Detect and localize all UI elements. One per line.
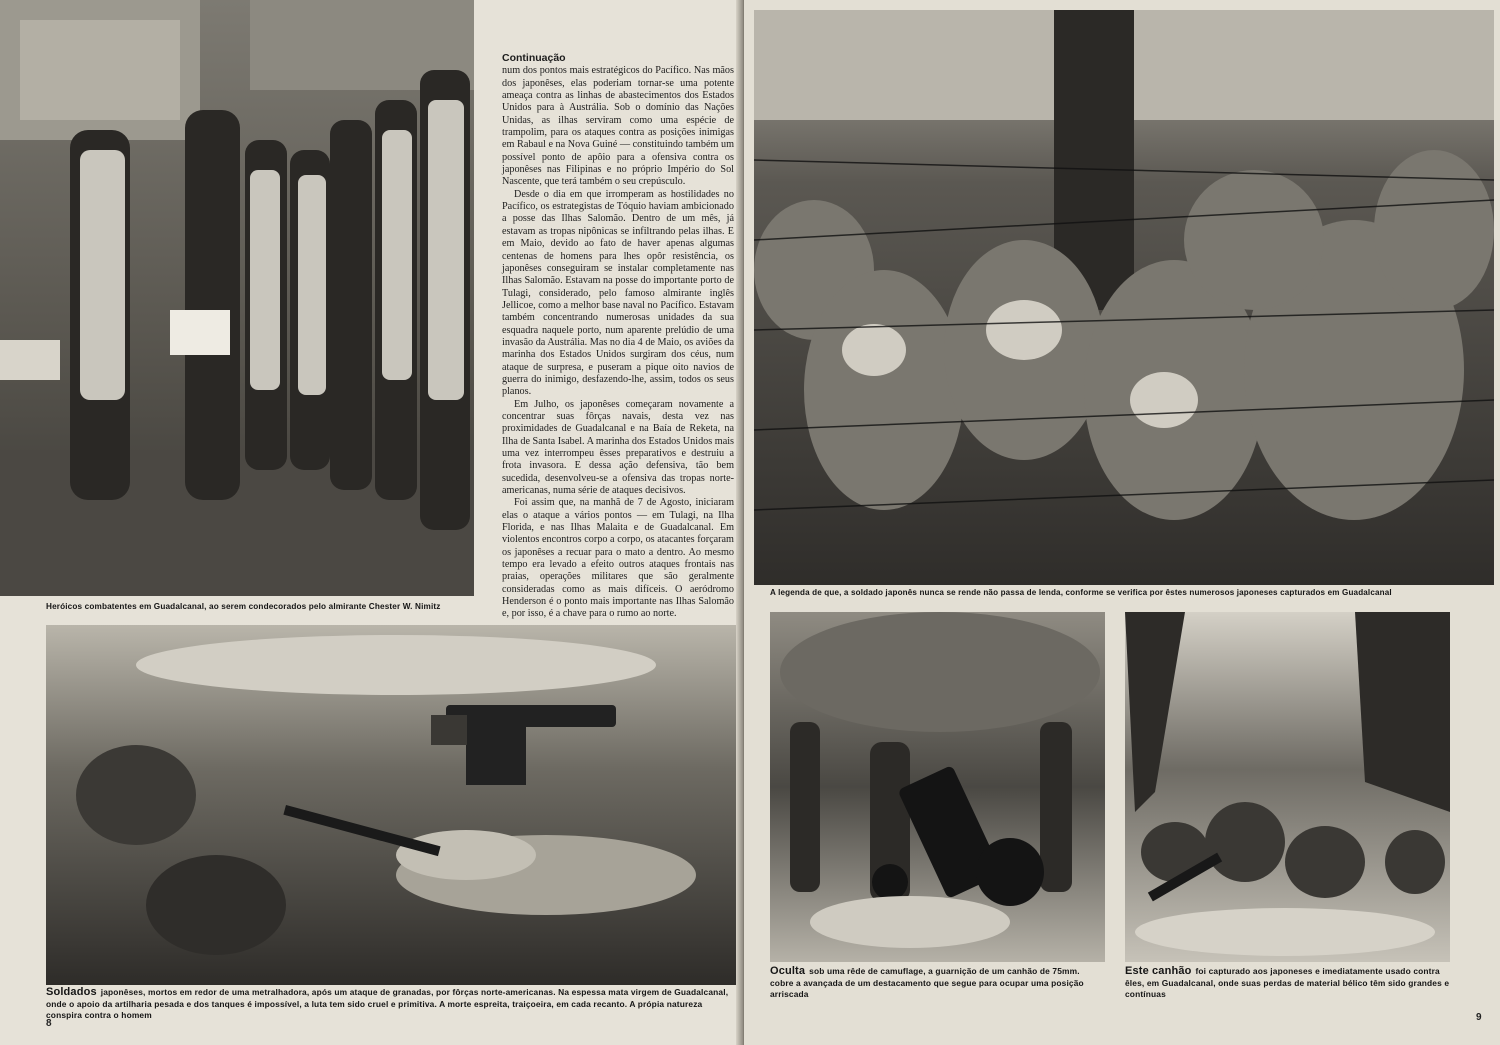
page-number-right: 9 [1476, 1012, 1482, 1023]
article-paragraph: Em Julho, os japonêses começaram novamente a concentrar suas fôrças navais, desta vez nas proximidades de Guadalcanal e na Baía de Reketa, na Ilha de Santa Isabel. A marinha dos Estados Unidos mais uma vez interrompeu êsses preparativos e destruiu a frota invasora. E dessa ação defensiva, tão bem sucedida, desenvolveu-se a ofensiva das tropas norte-americanas, numa série de ataques decisivos. [502, 398, 735, 497]
right-page [744, 0, 1500, 1045]
photo-decoration-ceremony [0, 0, 474, 596]
caption-body: japonêses, mortos em redor de uma metralhadora, após um ataque de granadas, por fôrças norte-americanas. Na espessa mata virgem de Guadalcanal, onde o apoio da artilharia pesada e dos tanques é impossível, a luta tem sido cruel e primitiva. A morte espreita, traiçoeira, em cada recanto. A própia natureza conspira contra o homem [46, 987, 729, 1020]
article-paragraph: Foi assim que, na manhã de 7 de Agosto, iniciaram elas o ataque a vários pontos — em Tulagi, na Ilha Florida, e nas Ilhas Malaita e de Guadalcanal. Em violentos encontros corpo a corpo, os atacantes forçaram os japonêses a recuar para o mato a dentro. Ao mesmo tempo era levado a efeito outros ataques frontais nas praias, operações militares que são geralmente consideradas como as mais difíceis. O aeródromo Henderson é o ponto mais importante nas Ilhas Salomão e, por isso, é a chave para o rumo ao norte. [502, 497, 734, 620]
caption-fallen-soldiers [46, 987, 736, 1022]
caption-lead: Soldados [46, 986, 97, 998]
photo-fallen-soldiers [46, 625, 739, 985]
page-number-left: 8 [46, 1018, 52, 1029]
article-paragraph: num dos pontos mais estratégicos do Pacífico. Nas mãos dos japonêses, elas poderiam tornar-se uma potente ameaça contra as linhas de abastecimentos dos Estados Unidos para à Austrália. Sob o domínio das Nações Unidas, as ilhas serviram como uma espécie de trampolim, para os ataques contra as posições inimigas em Rabaul e na Nova Guiné — constituindo também um possível ponto de apôio para a ofensiva contra os japonêses nas Filipinas e no próprio Império do Sol Nascente, que terá também o seu crepúsculo. [502, 65, 734, 188]
caption-camouflaged-gun [770, 966, 1105, 1001]
photo-captured-cannon [1125, 612, 1450, 962]
caption-lead: Este canhão [1125, 965, 1192, 977]
article-text [502, 52, 734, 621]
photo-camouflaged-gun [770, 612, 1105, 962]
left-page [0, 0, 744, 1045]
article-heading: Continuação [502, 52, 566, 64]
caption-body: foi capturado aos japoneses e imediatamente usado contra êles, em Guadalcanal, onde suas perdas de material bélico têm sido grandes e contínuas [1125, 966, 1450, 999]
caption-captured-cannon [1125, 966, 1450, 1001]
caption-body: sob uma rêde de camuflage, a guarnição de um canhão de 75mm. cobre a avançada de um destacamento que segue para ocupar uma posição arriscada [770, 966, 1084, 999]
caption-decoration: Heróicos combatentes em Guadalcanal, ao serem condecorados pelo almirante Chester W. Nimitz [46, 602, 441, 611]
caption-prisoners: A legenda de que, a soldado japonês nunca se rende não passa de lenda, conforme se verifica por êstes numerosos japoneses capturados em Guadalcanal [770, 588, 1392, 597]
article-paragraph: Desde o dia em que irromperam as hostilidades no Pacífico, os estrategistas de Tóquio haviam ambicionado a posse das Ilhas Salomão. Dentro de um mês, já estavam as tropas nipônicas se infiltrando pelas ilhas. E em Maio, devido ao fato de haver apenas algumas centenas de homens para lhes opôr resistência, os japonêses conseguiram se instalar completamente nas Ilhas Salomão. Estavam na posse do importante porto de Tulagi, considerado, pelo famoso almirante inglês Jellicoe, como a melhor base naval no Pacífico. Estavam também concentrando numerosas unidades da sua esquadra naquele porto, num aparente prelúdio de uma invasão da Austrália. Mas no dia 4 de Maio, os aviões da marinha dos Estados Unidos surgiram dos céus, num ataque de surpresa, e puseram a pique oito navios de guerra do inimigo, desfazendo-lhe, assim, todos os seus planos. [502, 188, 734, 398]
photo-captured-prisoners [754, 10, 1494, 585]
caption-lead: Oculta [770, 965, 806, 977]
